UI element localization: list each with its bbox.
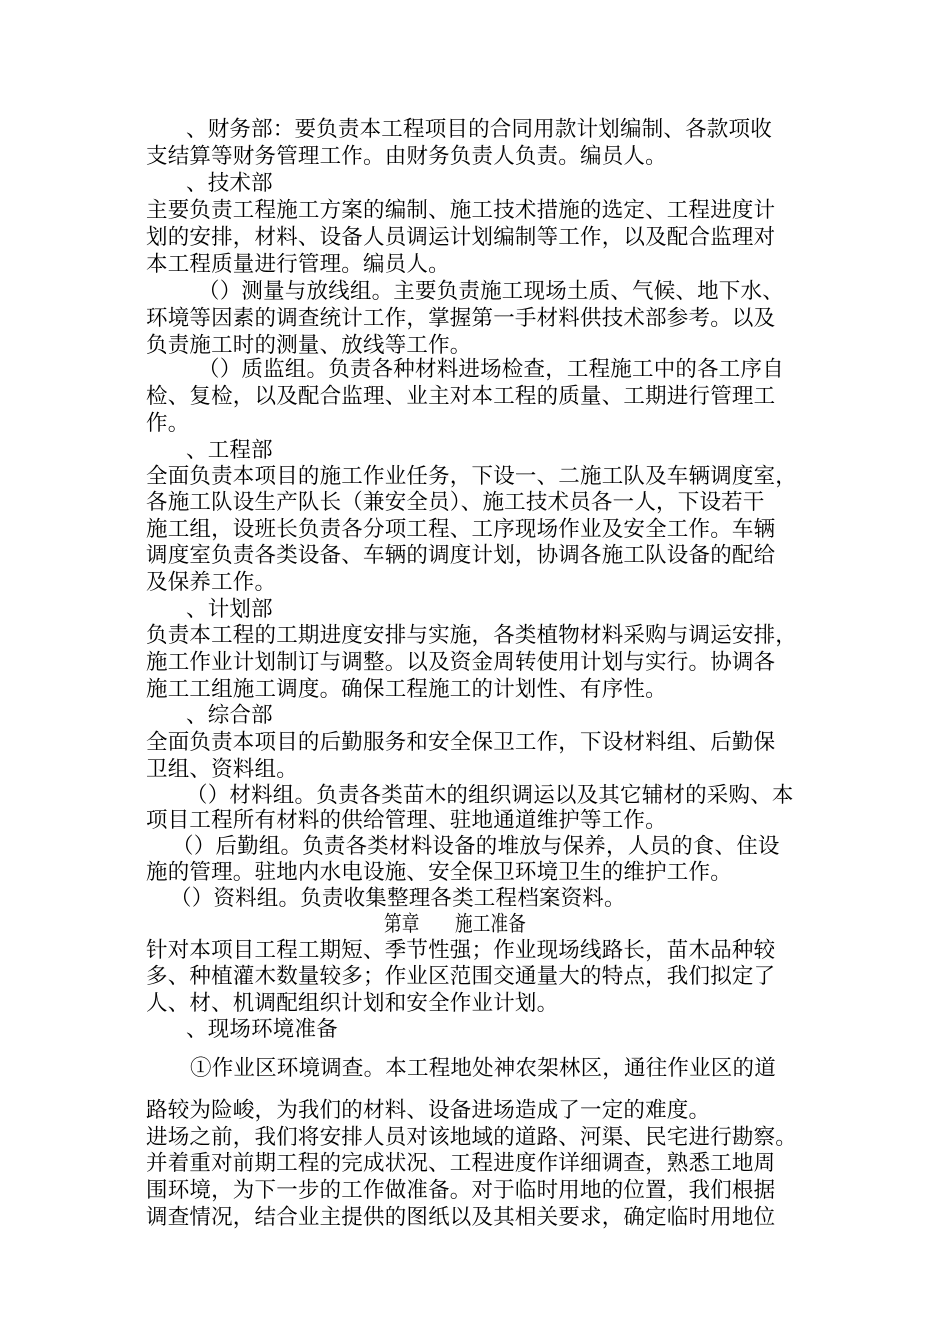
paragraph-line: 多、种植灌木数量较多；作业区范围交通量大的特点，我们拟定了 (146, 964, 776, 989)
paragraph-line: （）材料组。负责各类苗木的组织调运以及其它辅材的采购、本 (186, 783, 794, 808)
section-heading: 、现场环境准备 (186, 1017, 338, 1042)
paragraph-line: 检、复检，以及配合监理、业主对本工程的质量、工期进行管理工 (146, 384, 776, 409)
paragraph-line: 卫组、资料组。 (146, 757, 298, 782)
section-heading: 、工程部 (186, 438, 273, 463)
paragraph-line: 调查情况，结合业主提供的图纸以及其相关要求，确定临时用地位 (146, 1205, 776, 1230)
paragraph-line: 项目工程所有材料的供给管理、驻地通道维护等工作。 (146, 808, 667, 833)
paragraph-line: 各施工队设生产队长（兼安全员）、施工技术员各一人，下设若干 (146, 490, 765, 515)
paragraph-line: 支结算等财务管理工作。由财务负责人负责。编员人。 (146, 144, 667, 169)
paragraph-line: 施工组，设班长负责各分项工程、工序现场作业及安全工作。车辆 (146, 517, 776, 542)
paragraph-line: 全面负责本项目的后勤服务和安全保卫工作，下设材料组、后勤保 (146, 730, 776, 755)
paragraph-line: 全面负责本项目的施工作业任务，下设一、二施工队及车辆调度室， (146, 464, 798, 489)
paragraph-line: 并着重对前期工程的完成状况、工程进度作详细调查，熟悉工地周 (146, 1151, 776, 1176)
paragraph-line: 围环境，为下一步的工作做准备。对于临时用地的位置，我们根据 (146, 1178, 776, 1203)
paragraph-line: （）后勤组。负责各类材料设备的堆放与保养，人员的食、住设 (172, 834, 780, 859)
paragraph-line: ①作业区环境调查。本工程地处神农架林区，通往作业区的道 (190, 1056, 776, 1081)
chapter-heading: 第章 施工准备 (384, 912, 527, 937)
paragraph-line: 负责施工时的测量、放线等工作。 (146, 333, 472, 358)
paragraph-line: 负责本工程的工期进度安排与实施，各类植物材料采购与调运安排， (146, 623, 798, 648)
paragraph-line: 进场之前，我们将安排人员对该地域的道路、河渠、民宅进行勘察。 (146, 1125, 798, 1150)
paragraph-line: 施工工组施工调度。确保工程施工的计划性、有序性。 (146, 677, 667, 702)
paragraph-line: （）测量与放线组。主要负责施工现场土质、气候、地下水、 (198, 279, 784, 304)
paragraph-line: （）资料组。负责收集整理各类工程档案资料。 (170, 886, 626, 911)
section-heading: 、技术部 (186, 171, 273, 196)
paragraph-line: 作。 (146, 411, 190, 436)
paragraph-line: 环境等因素的调查统计工作，掌握第一手材料供技术部参考。以及 (146, 306, 776, 331)
paragraph-line: 调度室负责各类设备、车辆的调度计划，协调各施工队设备的配给 (146, 543, 776, 568)
paragraph-line: 、财务部：要负责本工程项目的合同用款计划编制、各款项收 (186, 117, 772, 142)
paragraph-line: 人、材、机调配组织计划和安全作业计划。 (146, 991, 559, 1016)
paragraph-line: 针对本项目工程工期短、季节性强；作业现场线路长，苗木品种较 (146, 938, 776, 963)
paragraph-line: 施工作业计划制订与调整。以及资金周转使用计划与实行。协调各 (146, 650, 776, 675)
section-heading: 、综合部 (186, 703, 273, 728)
paragraph-line: 施的管理。驻地内水电设施、安全保卫环境卫生的维护工作。 (146, 860, 732, 885)
paragraph-line: 路较为险峻，为我们的材料、设备进场造成了一定的难度。 (146, 1098, 711, 1123)
paragraph-line: 及保养工作。 (146, 570, 277, 595)
section-heading: 、计划部 (186, 597, 273, 622)
paragraph-line: （）质监组。负责各种材料进场检查，工程施工中的各工序自 (198, 357, 784, 382)
paragraph-line: 划的安排，材料、设备人员调运计划编制等工作，以及配合监理对 (146, 225, 776, 250)
paragraph-line: 本工程质量进行管理。编员人。 (146, 252, 450, 277)
paragraph-line: 主要负责工程施工方案的编制、施工技术措施的选定、工程进度计 (146, 198, 776, 223)
